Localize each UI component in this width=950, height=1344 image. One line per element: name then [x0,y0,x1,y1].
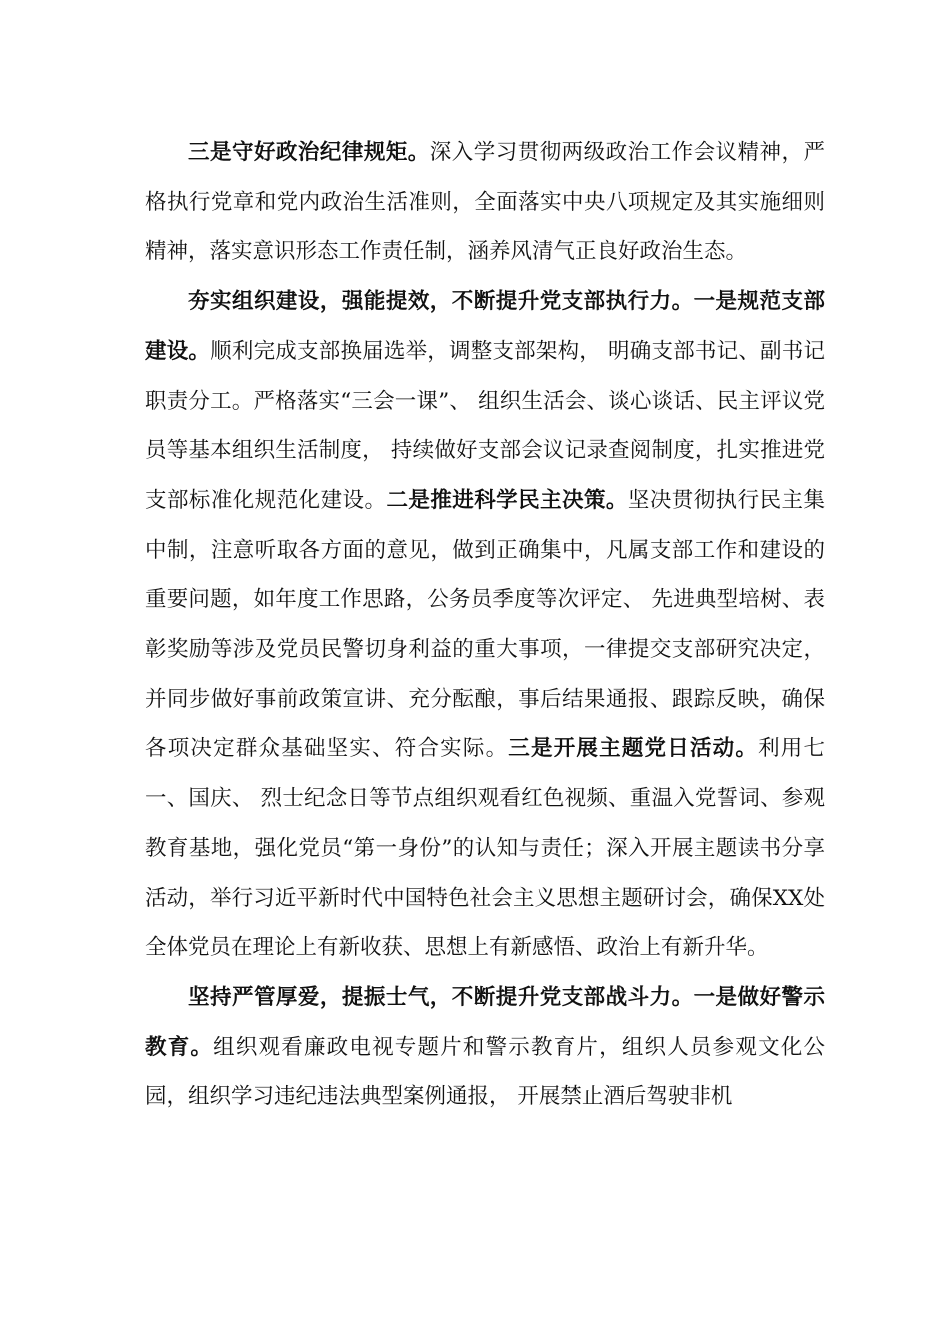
body-run: 组织观看廉政电视专题片和警示教育片，组织人员参观文化公园，组织学习违纪违法典型案例通报， 开展禁止酒后驾驶非机 [145,1034,825,1110]
paragraph-strict-management [145,973,825,1122]
paragraph-organization-building [145,277,825,973]
paragraph-political-discipline [145,128,825,277]
heading-run: 三是开展主题党日活动。 [508,736,759,762]
heading-run: 二是推进科学民主决策。 [386,487,628,513]
body-run: 顺利完成支部换届选举，调整支部架构， 明确支部书记、副书记职责分工。严格落实“三会一课”、 组织生活会、谈心谈话、民主评议党员等基本组织生活制度， 持续做好支部会议记录查阅制度，扎实推进党支部标准化规范化建设。 [145,338,825,513]
document-body [145,128,825,1122]
body-run: 利用七一、国庆、 烈士纪念日等节点组织观看红色视频、重温入党誓词、参观教育基地，强化党员“第一身份”的认知与责任；深入开展主题读书分享活动，举行习近平新时代中国特色社会主义思想主题研讨会，确保XX处全体党员在理论上有新收获、思想上有新感悟、政治上有新升华。 [145,736,825,961]
heading-run: 坚持严管厚爱，提振士气，不断提升党支部战斗力。一是做好警示教育。 [145,984,825,1060]
body-run: 坚决贯彻执行民主集中制，注意听取各方面的意见，做到正确集中，凡属支部工作和建设的重要问题，如年度工作思路，公务员季度等次评定、 先进典型培树、表彰奖励等涉及党员民警切身利益的重大事项，一律提交支部研究决定，并同步做好事前政策宣讲、充分酝酿，事后结果通报、跟踪反映，确保各项决定群众基础坚实、符合实际。 [145,487,825,762]
heading-run: 夯实组织建设，强能提效，不断提升党支部执行力。一是规范支部建设。 [145,289,825,364]
heading-run: 三是守好政治纪律规矩。 [188,140,430,165]
body-run: 深入学习贯彻两级政治工作会议精神，严格执行党章和党内政治生活准则，全面落实中央八项规定及其实施细则精神，落实意识形态工作责任制，涵养风清气正良好政治生态。 [145,140,825,265]
